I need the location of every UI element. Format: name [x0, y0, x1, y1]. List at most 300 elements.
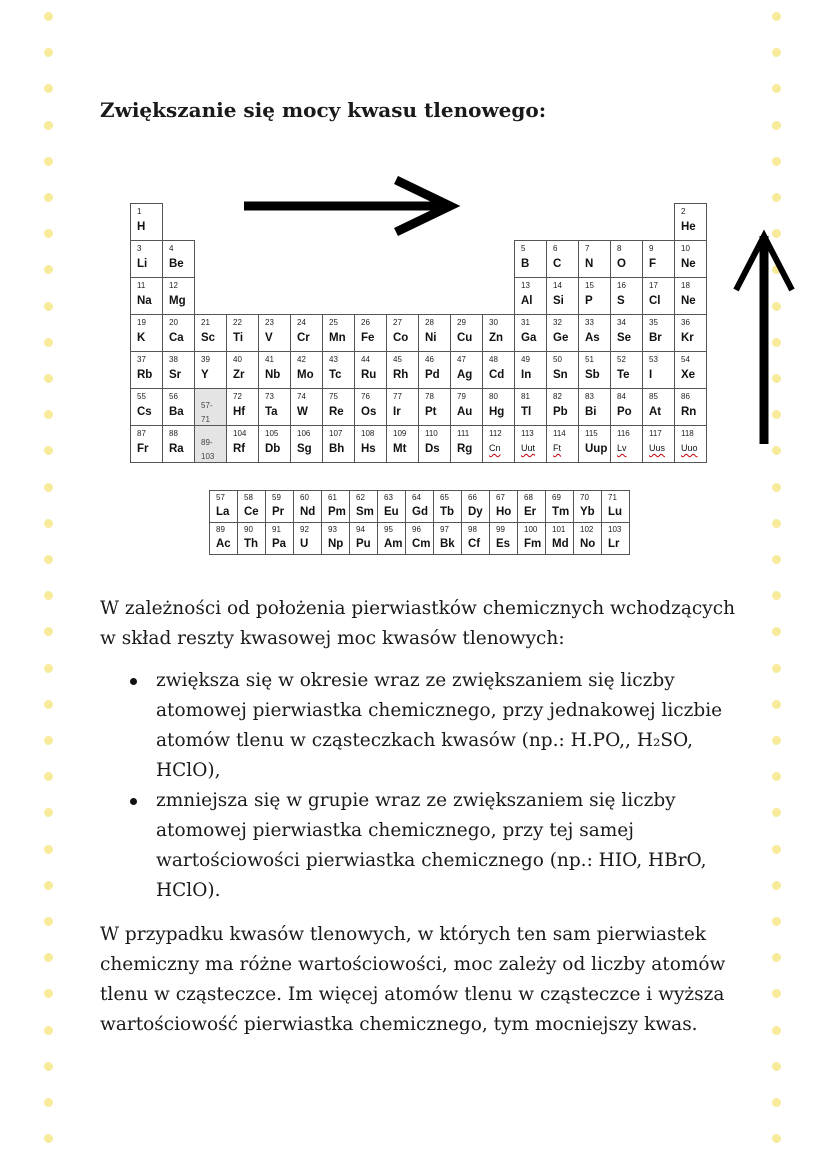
atomic-number: 102 — [580, 525, 594, 534]
element-symbol: Sr — [169, 369, 182, 381]
element-symbol: Rg — [457, 443, 473, 455]
atomic-number: 77 — [393, 392, 402, 401]
element-symbol: Mn — [329, 332, 346, 344]
atomic-number: 46 — [425, 355, 434, 364]
atomic-number: 4 — [169, 244, 174, 253]
decor-dot — [44, 374, 53, 383]
atomic-number: 66 — [468, 493, 477, 502]
element-symbol: Cu — [457, 332, 473, 344]
atomic-number: 30 — [489, 318, 498, 327]
element-symbol: W — [297, 406, 308, 418]
element-symbol: Hf — [233, 406, 246, 418]
atomic-number: 39 — [201, 355, 210, 364]
element-symbol: Fr — [137, 443, 149, 455]
table-row — [131, 315, 707, 352]
decor-dot — [772, 736, 781, 745]
element-cell — [238, 523, 266, 555]
element-cell — [434, 523, 462, 555]
decor-dot — [44, 410, 53, 419]
atomic-number: 2 — [681, 207, 686, 216]
table-row — [131, 426, 707, 463]
element-cell — [515, 315, 547, 352]
conclusion-paragraph: W przypadku kwasów tlenowych, w których ten sam pierwiastek chemiczny ma różne wartościowości, moc zależy od liczby atomów tlenu w cząsteczce. Im więcej atomów tlenu w cząsteczce i wyższa wartościowość pierwiastka chemicznego, tym mocniejszy kwas. — [100, 924, 726, 1035]
element-symbol: Au — [457, 406, 473, 418]
element-symbol: Ho — [496, 506, 512, 518]
atomic-number: 78 — [425, 392, 434, 401]
element-symbol: Sb — [585, 369, 600, 381]
element-cell — [131, 315, 163, 352]
element-cell — [490, 523, 518, 555]
atomic-number: 1 — [137, 207, 142, 216]
atomic-number: 113 — [521, 429, 534, 438]
element-symbol: Mg — [169, 295, 186, 307]
element-cell — [483, 389, 515, 426]
atomic-number: 65 — [440, 493, 449, 502]
element-cell — [406, 491, 434, 523]
decor-dot — [44, 845, 53, 854]
decor-dot — [44, 446, 53, 455]
atomic-number: 40 — [233, 355, 242, 364]
atomic-number: 45 — [393, 355, 402, 364]
decor-dot — [44, 953, 53, 962]
table-row — [131, 352, 707, 389]
element-cell — [611, 241, 643, 278]
atomic-number: 6 — [553, 244, 558, 253]
element-cell — [579, 389, 611, 426]
element-symbol: Gd — [412, 506, 428, 518]
element-cell — [350, 491, 378, 523]
atomic-number: 11 — [137, 281, 146, 290]
empty-cell — [195, 241, 227, 278]
element-cell — [490, 491, 518, 523]
decor-dot — [44, 1026, 53, 1035]
atomic-number: 57- 71 — [201, 401, 213, 424]
empty-cell — [291, 278, 323, 315]
element-symbol: Br — [649, 332, 662, 344]
element-cell — [602, 491, 630, 523]
atomic-number: 33 — [585, 318, 594, 327]
element-cell — [387, 389, 419, 426]
empty-cell — [387, 278, 419, 315]
element-cell — [483, 352, 515, 389]
atomic-number: 59 — [272, 493, 281, 502]
element-cell — [451, 389, 483, 426]
empty-cell — [547, 204, 579, 241]
element-symbol: In — [521, 369, 532, 381]
element-symbol: Pu — [356, 538, 371, 550]
atomic-number: 110 — [425, 429, 438, 438]
element-cell — [611, 352, 643, 389]
atomic-number: 12 — [169, 281, 178, 290]
atomic-number: 107 — [329, 429, 343, 438]
element-cell — [546, 523, 574, 555]
decor-dot — [44, 591, 53, 600]
decor-dot — [772, 48, 781, 57]
atomic-number: 24 — [297, 318, 306, 327]
element-symbol: Sc — [201, 332, 216, 344]
element-symbol: Ft — [553, 443, 561, 453]
element-symbol: Pa — [272, 538, 287, 550]
decor-dot — [44, 121, 53, 130]
empty-cell — [643, 204, 675, 241]
atomic-number: 43 — [329, 355, 338, 364]
atomic-number: 87 — [137, 429, 146, 438]
element-cell — [323, 426, 355, 463]
element-symbol: Th — [244, 538, 259, 550]
empty-cell — [387, 241, 419, 278]
element-symbol: Xe — [681, 369, 696, 381]
atomic-number: 86 — [681, 392, 690, 401]
empty-cell — [483, 278, 515, 315]
element-cell — [675, 389, 707, 426]
element-symbol: Re — [329, 406, 344, 418]
atomic-number: 18 — [681, 281, 690, 290]
atomic-number: 79 — [457, 392, 466, 401]
element-cell — [518, 523, 546, 555]
element-cell — [462, 523, 490, 555]
element-symbol: Fe — [361, 332, 375, 344]
empty-cell — [227, 204, 259, 241]
element-cell — [515, 389, 547, 426]
decor-dot — [772, 1134, 781, 1143]
element-cell — [378, 491, 406, 523]
element-symbol: Zn — [489, 332, 504, 344]
element-symbol: Yb — [580, 506, 595, 518]
element-symbol: Hs — [361, 443, 376, 455]
element-symbol: Ne — [681, 258, 696, 270]
decor-dot — [44, 48, 53, 57]
element-cell — [515, 426, 547, 463]
intro-paragraph: W zależności od położenia pierwiastków chemicznych wchodzących w skład reszty kwasowej moc kwasów tlenowych: — [100, 598, 735, 649]
decor-dot — [44, 808, 53, 817]
empty-cell — [259, 278, 291, 315]
empty-cell — [355, 278, 387, 315]
atomic-number: 41 — [265, 355, 274, 364]
element-cell — [462, 491, 490, 523]
element-cell — [259, 352, 291, 389]
atomic-number: 73 — [265, 392, 274, 401]
element-cell — [163, 426, 195, 463]
element-cell — [322, 491, 350, 523]
atomic-number: 92 — [300, 525, 309, 534]
atomic-number: 76 — [361, 392, 370, 401]
element-cell — [195, 426, 227, 463]
element-cell — [131, 426, 163, 463]
element-cell — [163, 352, 195, 389]
decor-dot — [772, 808, 781, 817]
element-cell — [547, 389, 579, 426]
decor-dot — [44, 193, 53, 202]
atomic-number: 80 — [489, 392, 498, 401]
atomic-number: 116 — [617, 429, 630, 438]
element-cell — [291, 389, 323, 426]
atomic-number: 22 — [233, 318, 242, 327]
bullet-item: zwiększa się w okresie wraz ze zwiększaniem się liczby atomowej pierwiastka chemicznego, przy jednakowej liczbie atomów tlenu w cząsteczkach kwasów (np.: H.PO,, H₂SO, HClO), — [128, 666, 738, 786]
atomic-number: 36 — [681, 318, 690, 327]
element-cell — [643, 352, 675, 389]
atomic-number: 99 — [496, 525, 505, 534]
atomic-number: 31 — [521, 318, 530, 327]
element-cell — [546, 491, 574, 523]
atomic-number: 10 — [681, 244, 690, 253]
element-cell — [131, 389, 163, 426]
atomic-number: 96 — [412, 525, 421, 534]
element-symbol: C — [553, 258, 562, 270]
element-cell — [483, 426, 515, 463]
atomic-number: 7 — [585, 244, 590, 253]
atomic-number: 98 — [468, 525, 477, 534]
right-dot-border — [772, 0, 784, 1171]
element-cell — [131, 278, 163, 315]
empty-cell — [291, 204, 323, 241]
element-cell — [579, 315, 611, 352]
atomic-number: 88 — [169, 429, 178, 438]
element-symbol: Tc — [329, 369, 342, 381]
empty-cell — [195, 278, 227, 315]
atomic-number: 118 — [681, 429, 694, 438]
element-cell — [227, 389, 259, 426]
element-symbol: Ta — [265, 406, 278, 418]
element-symbol: Se — [617, 332, 632, 344]
element-cell — [131, 204, 163, 241]
element-cell — [163, 389, 195, 426]
actinides-row — [210, 523, 630, 555]
atomic-number: 70 — [580, 493, 589, 502]
page-title: Zwiększanie się mocy kwasu tlenowego: — [100, 98, 547, 122]
empty-cell — [195, 204, 227, 241]
element-symbol: Ir — [393, 406, 401, 418]
decor-dot — [772, 953, 781, 962]
empty-cell — [611, 204, 643, 241]
element-symbol: F — [649, 258, 657, 270]
atomic-number: 63 — [384, 493, 393, 502]
atomic-number: 34 — [617, 318, 626, 327]
atomic-number: 115 — [585, 429, 598, 438]
atomic-number: 25 — [329, 318, 338, 327]
element-symbol: Ge — [553, 332, 569, 344]
atomic-number: 95 — [384, 525, 393, 534]
element-symbol: H — [137, 221, 146, 233]
atomic-number: 75 — [329, 392, 338, 401]
element-cell — [579, 352, 611, 389]
element-symbol: B — [521, 258, 530, 270]
element-symbol: At — [649, 406, 662, 418]
atomic-number: 37 — [137, 355, 146, 364]
atomic-number: 93 — [328, 525, 337, 534]
element-symbol: Pr — [272, 506, 285, 518]
lanthanides-row — [210, 491, 630, 523]
element-cell — [291, 426, 323, 463]
decor-dot — [772, 84, 781, 93]
element-symbol: Uut — [521, 443, 536, 453]
decor-dot — [44, 157, 53, 166]
element-cell — [227, 352, 259, 389]
element-symbol: Ti — [233, 332, 244, 344]
element-symbol: Eu — [384, 506, 399, 518]
decor-dot — [772, 591, 781, 600]
element-cell — [355, 315, 387, 352]
element-cell — [419, 426, 451, 463]
element-cell — [238, 491, 266, 523]
element-symbol: Co — [393, 332, 409, 344]
decor-dot — [44, 483, 53, 492]
element-symbol: Lu — [608, 506, 623, 518]
element-symbol: La — [216, 506, 230, 518]
element-symbol: I — [649, 369, 653, 381]
decor-dot — [44, 627, 53, 636]
element-symbol: Cn — [489, 443, 501, 453]
element-cell — [675, 241, 707, 278]
element-cell — [643, 315, 675, 352]
empty-cell — [355, 204, 387, 241]
atomic-number: 58 — [244, 493, 253, 502]
element-symbol: Pb — [553, 406, 568, 418]
atomic-number: 97 — [440, 525, 449, 534]
element-cell — [350, 523, 378, 555]
element-symbol: He — [681, 221, 696, 233]
element-symbol: Ce — [244, 506, 259, 518]
empty-cell — [579, 204, 611, 241]
empty-cell — [451, 278, 483, 315]
atomic-number: 55 — [137, 392, 146, 401]
decor-dot — [772, 989, 781, 998]
element-cell — [294, 523, 322, 555]
atomic-number: 48 — [489, 355, 498, 364]
element-cell — [291, 352, 323, 389]
element-cell — [643, 426, 675, 463]
arrow-up-icon — [730, 228, 796, 448]
element-symbol: Am — [384, 538, 403, 550]
atomic-number: 108 — [361, 429, 375, 438]
decor-dot — [44, 555, 53, 564]
atomic-number: 106 — [297, 429, 311, 438]
element-cell — [675, 204, 707, 241]
lanthanide-actinide-table — [209, 490, 630, 555]
element-cell — [602, 523, 630, 555]
atomic-number: 117 — [649, 429, 662, 438]
decor-dot — [44, 772, 53, 781]
element-symbol: Os — [361, 406, 377, 418]
atomic-number: 52 — [617, 355, 626, 364]
element-symbol: Pt — [425, 406, 437, 418]
element-symbol: Sg — [297, 443, 312, 455]
element-cell — [131, 352, 163, 389]
atomic-number: 35 — [649, 318, 658, 327]
empty-cell — [419, 278, 451, 315]
element-cell — [259, 389, 291, 426]
decor-dot — [44, 1134, 53, 1143]
element-symbol: Zr — [233, 369, 245, 381]
atomic-number: 94 — [356, 525, 365, 534]
element-symbol: As — [585, 332, 600, 344]
decor-dot — [44, 736, 53, 745]
atomic-number: 74 — [297, 392, 306, 401]
element-cell — [643, 389, 675, 426]
element-symbol: Np — [328, 538, 344, 550]
element-symbol: Ra — [169, 443, 184, 455]
element-cell — [195, 389, 227, 426]
atomic-number: 81 — [521, 392, 530, 401]
decor-dot — [772, 157, 781, 166]
element-cell — [163, 278, 195, 315]
element-cell — [579, 278, 611, 315]
empty-cell — [323, 278, 355, 315]
decor-dot — [772, 483, 781, 492]
element-cell — [195, 352, 227, 389]
element-symbol: Fm — [524, 538, 542, 550]
atomic-number: 19 — [137, 318, 146, 327]
element-cell — [210, 491, 238, 523]
atomic-number: 17 — [649, 281, 658, 290]
table-row — [131, 204, 707, 241]
element-cell — [323, 352, 355, 389]
element-symbol: Sn — [553, 369, 568, 381]
atomic-number: 21 — [201, 318, 210, 327]
element-symbol: Li — [137, 258, 148, 270]
atomic-number: 28 — [425, 318, 434, 327]
decor-dot — [772, 845, 781, 854]
atomic-number: 3 — [137, 244, 142, 253]
element-symbol: Ni — [425, 332, 437, 344]
decor-dot — [772, 881, 781, 890]
element-symbol: K — [137, 332, 146, 344]
element-cell — [675, 315, 707, 352]
atomic-number: 62 — [356, 493, 365, 502]
element-symbol: No — [580, 538, 596, 550]
element-symbol: Lr — [608, 538, 620, 550]
atomic-number: 90 — [244, 525, 253, 534]
element-cell — [322, 523, 350, 555]
atomic-number: 101 — [552, 525, 566, 534]
element-cell — [579, 426, 611, 463]
element-symbol: Y — [201, 369, 209, 381]
atomic-number: 13 — [521, 281, 530, 290]
empty-cell — [227, 278, 259, 315]
element-symbol: Bh — [329, 443, 345, 455]
element-cell — [574, 523, 602, 555]
element-cell — [547, 278, 579, 315]
decor-dot — [772, 627, 781, 636]
element-cell — [259, 315, 291, 352]
decor-dot — [772, 12, 781, 21]
element-symbol: Uuo — [681, 443, 698, 453]
atomic-number: 114 — [553, 429, 566, 438]
element-symbol: Dy — [468, 506, 483, 518]
element-cell — [547, 352, 579, 389]
table-row — [131, 241, 707, 278]
decor-dot — [44, 519, 53, 528]
atomic-number: 27 — [393, 318, 402, 327]
element-cell — [419, 352, 451, 389]
element-symbol: Ru — [361, 369, 377, 381]
element-cell — [195, 315, 227, 352]
atomic-number: 100 — [524, 525, 538, 534]
element-symbol: Bi — [585, 406, 597, 418]
element-cell — [611, 389, 643, 426]
decor-dot — [44, 265, 53, 274]
decor-dot — [44, 338, 53, 347]
decor-dot — [44, 229, 53, 238]
decor-dot — [44, 881, 53, 890]
element-cell — [611, 426, 643, 463]
empty-cell — [355, 241, 387, 278]
empty-cell — [259, 204, 291, 241]
decor-dot — [44, 1062, 53, 1071]
empty-cell — [451, 241, 483, 278]
element-symbol: Ne — [681, 295, 696, 307]
atomic-number: 67 — [496, 493, 505, 502]
atomic-number: 109 — [393, 429, 407, 438]
